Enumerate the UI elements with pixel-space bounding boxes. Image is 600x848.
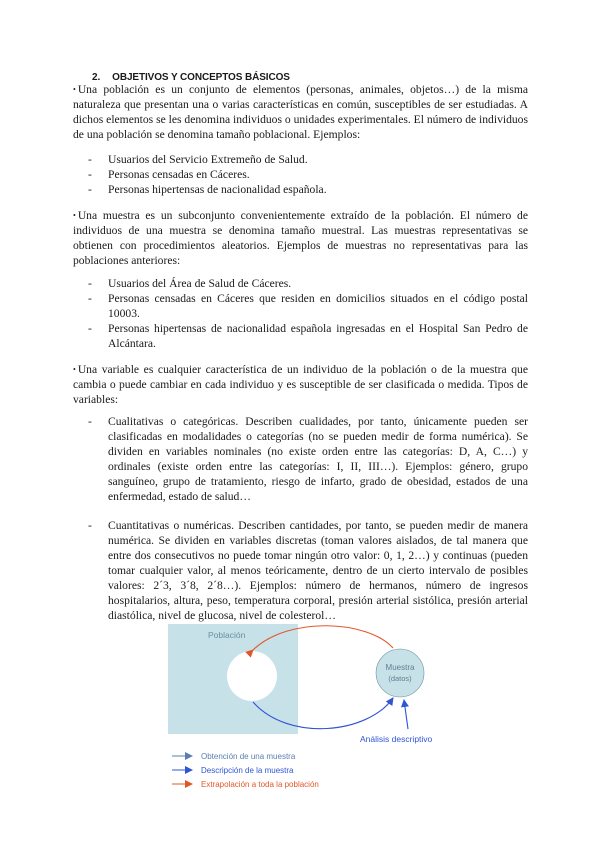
list-item: - Cualitativas o categóricas. Describen cualidades, por tanto, únicamente pueden ser clasificadas en modalidades o categorías (no se pueden medir de forma numérica). Se dividen en variables nominales (no existe orden entre las categorías: D, A, C…) y ordinales (existe orden entre las categorías: I, II, III…). Ejemplos: género, grupo sanguíneo, grupo de tratamiento, riesgo de infarto, grado de obesidad, estados de una enfermedad, estado de salud…: [88, 414, 528, 504]
population-label: Población: [208, 630, 246, 640]
list-item: - Personas censadas en Cáceres que residen en domicilios situados en el código postal 10003.: [88, 291, 528, 321]
legend-extrapolation: Extrapolación a toda la población: [201, 780, 319, 789]
bullet-dot: •: [73, 365, 76, 374]
analysis-arrow: [404, 700, 408, 729]
sample-subset-circle: [227, 651, 277, 701]
analysis-label: Análisis descriptivo: [360, 734, 433, 744]
paragraph-muestra: [73, 208, 528, 268]
legend-sampling: Obtención de una muestra: [201, 752, 296, 761]
section-number: 2.: [92, 72, 101, 83]
muestra-text: Una muestra es un subconjunto convenientemente extraído de la población. El número de individuos de una muestra se denomina tamaño muestral. Las muestras representativas se obtienen con procedimientos aleatorios. Ejemplos de muestras no representativas para las poblaciones anteriores:: [73, 209, 528, 267]
sample-label: Muestra: [385, 663, 415, 672]
variable-types: [88, 414, 528, 623]
paragraph-variable: [73, 362, 528, 407]
sample-circle: [376, 649, 424, 697]
list-item: - Personas censadas en Cáceres.: [88, 167, 528, 182]
list-item: - Personas hipertensas de nacionalidad española ingresadas en el Hospital San Pedro de Alcántara.: [88, 321, 528, 351]
variable-text: Una variable es cualquier característica de un individuo de la población o de la muestra que cambia o puede cambiar en cada individuo y es susceptible de ser clasificada o medida. Tipos de variables:: [73, 363, 528, 406]
section-title: OBJETIVOS Y CONCEPTOS BÁSICOS: [112, 72, 290, 83]
legend-description: Descripción de la muestra: [201, 766, 294, 775]
list-item: - Cuantitativas o numéricas. Describen cantidades, por tanto, se pueden medir de manera numérica. Se dividen en variables discretas (toman valores aislados, de tal manera que entre dos consecutivos no puede tomar ningún otro valor: 0, 1, 2…) y continuas (pueden tomar cualquier valor, al menos teóricamente, dentro de un cierto intervalo de posibles valores: 2´3, 3´8, 2´8…). Ejemplos: número de hermanos, número de ingresos hospitalarios, altura, peso, temperatura corporal, presión arterial sistólica, presión arterial diastólica, nivel de glucosa, nivel de colesterol…: [88, 518, 528, 623]
sample-sublabel: (datos): [388, 674, 412, 683]
poblacion-text: Una población es un conjunto de elementos (personas, animales, objetos…) de la misma naturaleza que presentan una o varias características en común, susceptibles de ser estudiadas. A dichos elementos se les denomina individuos o unidades experimentales. El número de individuos de una población se denomina tamaño poblacional. Ejemplos:: [73, 83, 528, 141]
list-item: - Personas hipertensas de nacionalidad española.: [88, 182, 528, 197]
muestra-examples: [88, 276, 528, 351]
bullet-dot: •: [73, 211, 76, 220]
bullet-dot: •: [73, 85, 76, 94]
list-item: - Usuarios del Servicio Extremeño de Salud.: [88, 152, 528, 167]
poblacion-examples: [88, 152, 528, 197]
population-sample-diagram: [168, 624, 468, 799]
paragraph-poblacion: [73, 82, 528, 142]
list-item: - Usuarios del Área de Salud de Cáceres.: [88, 276, 528, 291]
